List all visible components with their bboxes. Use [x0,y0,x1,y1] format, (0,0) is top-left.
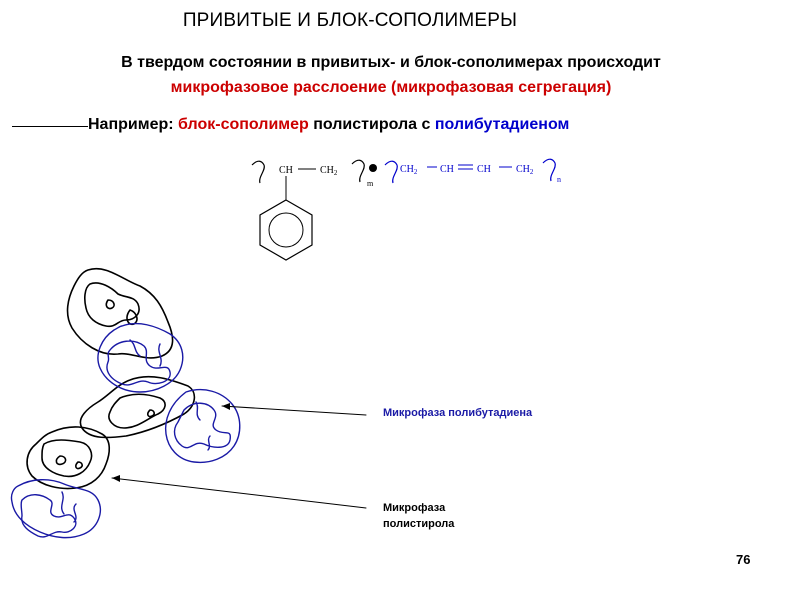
example-leader-line [12,112,88,127]
example-term: блок-сополимер [178,116,309,133]
formula-ch-2: CH [440,164,454,175]
formula-ch2-2: $CH_2$ [400,164,418,176]
formula-ch-3: CH [477,164,491,175]
page-number: 76 [736,552,751,567]
formula-ch-1: CH [279,165,293,176]
example-partner: полибутадиеном [434,116,570,133]
pointer-polystyrene [112,478,366,508]
intro-text [0,50,782,100]
subscript-m: m [367,179,374,188]
bracket-close-m [352,160,364,182]
pointer-polybutadiene-head [222,403,230,410]
benzene-ring [260,200,312,260]
formula-ch2-3: $CH_2$ [516,164,534,176]
pointer-polystyrene-head [112,475,120,482]
example-middle: полистирола с [308,116,435,133]
example-label: Например [88,116,169,133]
callout-polybutadiene: Микрофаза полибутадиена [383,407,533,419]
example-colon: : [168,116,179,133]
junction-dot [369,164,377,172]
callout-polystyrene-line-1: Микрофаза [383,502,446,514]
bracket-open-n [385,161,397,183]
intro-line-2: микрофазовое расслоение (микрофазовая сегрегация) [170,79,612,96]
structural-formula [0,140,800,265]
bracket-open-m [252,161,264,183]
callout-polystyrene [383,500,454,532]
polybutadiene-phase [11,324,239,538]
subscript-n: n [557,175,561,184]
slide-title: ПРИВИТЫЕ И БЛОК-СОПОЛИМЕРЫ [182,10,518,31]
callout-polystyrene-line-2: полистирола [383,518,455,530]
intro-line-1: В твердом состоянии в привитых- и блок-сополимерах происходит [121,54,661,71]
example-line [12,112,569,134]
benzene-inner-circle [269,213,303,247]
bracket-close-n [543,159,555,181]
formula-ch2-1: $CH_2$ [320,165,338,177]
pointer-polybutadiene [222,406,366,415]
